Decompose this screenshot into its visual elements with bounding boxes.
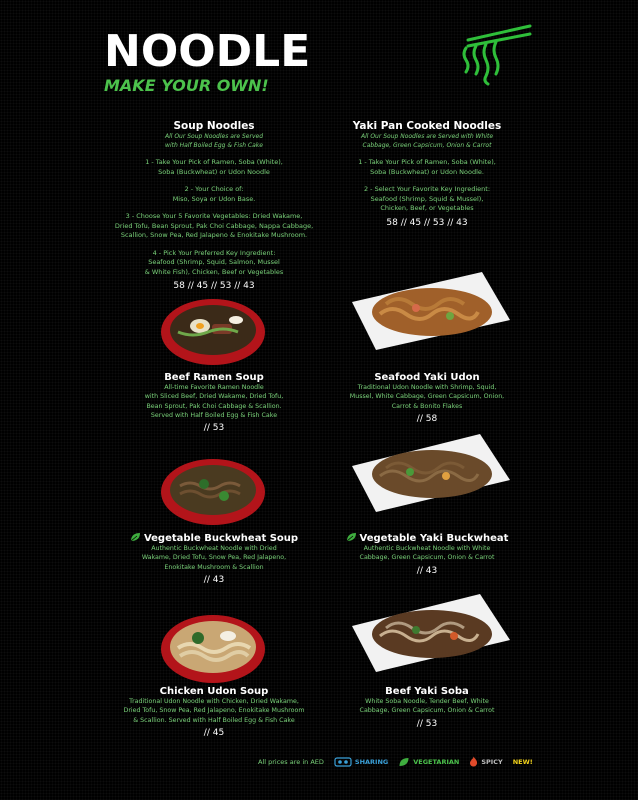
yaki-section-title: Yaki Pan Cooked Noodles bbox=[352, 120, 502, 132]
dish-title: Vegetable Buckwheat Soup bbox=[143, 533, 299, 544]
dish-title: Beef Ramen Soup bbox=[164, 372, 264, 383]
sharing-icon bbox=[334, 757, 352, 767]
soup-section-title: Soup Noodles bbox=[173, 120, 255, 132]
dish-description: All-time Favorite Ramen Noodle with Sliced Beef, Dried Wakame, Dried Tofu, Bean Sprout, Pak Choi Cabbage & Scallion. Served with Half Boiled Egg & Fish Cake bbox=[144, 384, 284, 419]
soup-step-4: 4 - Pick Your Preferred Key Ingredient: Seafood (Shrimp, Squid, Salmon, Mussel & White Fish), Chicken, Beef or Vegetables bbox=[144, 248, 284, 276]
soup-step-2: 2 - Your Choice of: Miso, Soya or Udon Base. bbox=[172, 185, 256, 203]
page-title: NOODLE bbox=[104, 26, 311, 77]
flame-icon bbox=[469, 756, 478, 767]
soup-section-note: All Our Soup Noodles are Served with Half Boiled Egg & Fish Cake bbox=[164, 133, 264, 149]
yaki-step-2: 2 - Select Your Favorite Key Ingredient: Seafood (Shrimp, Squid & Mussel), Chicken, Beef, or Vegetables bbox=[363, 185, 491, 212]
dish-title: Seafood Yaki Udon bbox=[374, 372, 480, 383]
dish-description: Traditional Udon Noodle with Chicken, Dried Wakame, Dried Tofu, Snow Pea, Red Jalapeno, Enokitake Mushroom & Scallion. Served with Half Boiled Egg & Fish Cake bbox=[123, 698, 305, 724]
vegetable-buckwheat-soup-image bbox=[158, 456, 268, 528]
yaki-prices: 58 // 45 // 53 // 43 bbox=[386, 217, 468, 228]
legend-sharing: SHARING bbox=[334, 757, 388, 767]
vegetable-yaki-buckwheat-image bbox=[346, 430, 514, 514]
legend-vegetarian: VEGETARIAN bbox=[398, 757, 459, 767]
dish-beef-yaki-soba bbox=[297, 686, 557, 729]
soup-prices: 58 // 45 // 53 // 43 bbox=[173, 281, 255, 291]
dish-title: Vegetable Yaki Buckwheat bbox=[359, 533, 509, 544]
beef-ramen-soup-image bbox=[158, 296, 268, 368]
soup-step-3: 3 - Choose Your 5 Favorite Vegetables: Dried Wakame, Dried Tofu, Bean Sprout, Pak Choi Cabbage, Nappa Cabbage, Scallion, Snow Pea, Red Jalapeno & Enokitake Mushroom. bbox=[114, 212, 314, 239]
dish-description: Authentic Buckwheat Noodle with Dried Wakame, Dried Tofu, Snow Pea, Red Jalapeno, Enokitake Mushroom & Scallion bbox=[141, 545, 287, 571]
leaf-icon bbox=[346, 532, 357, 542]
dish-title: Chicken Udon Soup bbox=[159, 686, 269, 697]
dish-seafood-yaki-udon bbox=[297, 372, 557, 424]
dish-price: // 58 bbox=[416, 413, 438, 424]
dish-price: // 45 bbox=[203, 727, 225, 738]
dish-title: Beef Yaki Soba bbox=[385, 686, 469, 697]
yaki-step-1: 1 - Take Your Pick of Ramen, Soba (White), Soba (Buckwheat) or Udon Noodle. bbox=[358, 158, 496, 176]
yaki-section-note: All Our Soup Noodles are Served with White Cabbage, Green Capsicum, Onion & Carrot bbox=[360, 133, 494, 149]
dish-price: // 53 bbox=[416, 718, 438, 729]
prices-note: All prices are in AED bbox=[258, 757, 324, 766]
dish-description: Authentic Buckwheat Noodle with White Cabbage, Green Capsicum, Onion & Carrot bbox=[359, 545, 495, 562]
soup-step-1: 1 - Take Your Pick of Ramen, Soba (White), Soba (Buckwheat) or Udon Noodle bbox=[145, 158, 283, 176]
dish-description: White Soba Noodle, Tender Beef, White Cabbage, Green Capsicum, Onion & Carrot bbox=[359, 698, 495, 715]
dish-vegetable-yaki-buckwheat bbox=[297, 532, 557, 576]
leaf-icon bbox=[130, 532, 141, 542]
footer-legend bbox=[258, 756, 533, 767]
noodle-chopsticks-icon bbox=[454, 22, 534, 86]
yaki-noodles-section bbox=[297, 120, 557, 228]
dish-price: // 43 bbox=[203, 574, 225, 585]
dish-title-row bbox=[297, 532, 557, 544]
page-subtitle: MAKE YOUR OWN! bbox=[104, 76, 269, 95]
dish-price: // 43 bbox=[416, 565, 438, 576]
legend-spicy: SPICY bbox=[469, 756, 502, 767]
seafood-yaki-udon-image bbox=[346, 268, 514, 352]
beef-yaki-soba-image bbox=[346, 590, 514, 674]
leaf-icon bbox=[398, 757, 410, 767]
chicken-udon-soup-image bbox=[158, 612, 268, 686]
dish-description: Traditional Udon Noodle with Shrimp, Squid, Mussel, White Cabbage, Green Capsicum, Onion, Carrot & Bonito Flakes bbox=[349, 384, 505, 410]
legend-new: NEW! bbox=[512, 757, 533, 766]
dish-price: // 53 bbox=[203, 423, 225, 434]
